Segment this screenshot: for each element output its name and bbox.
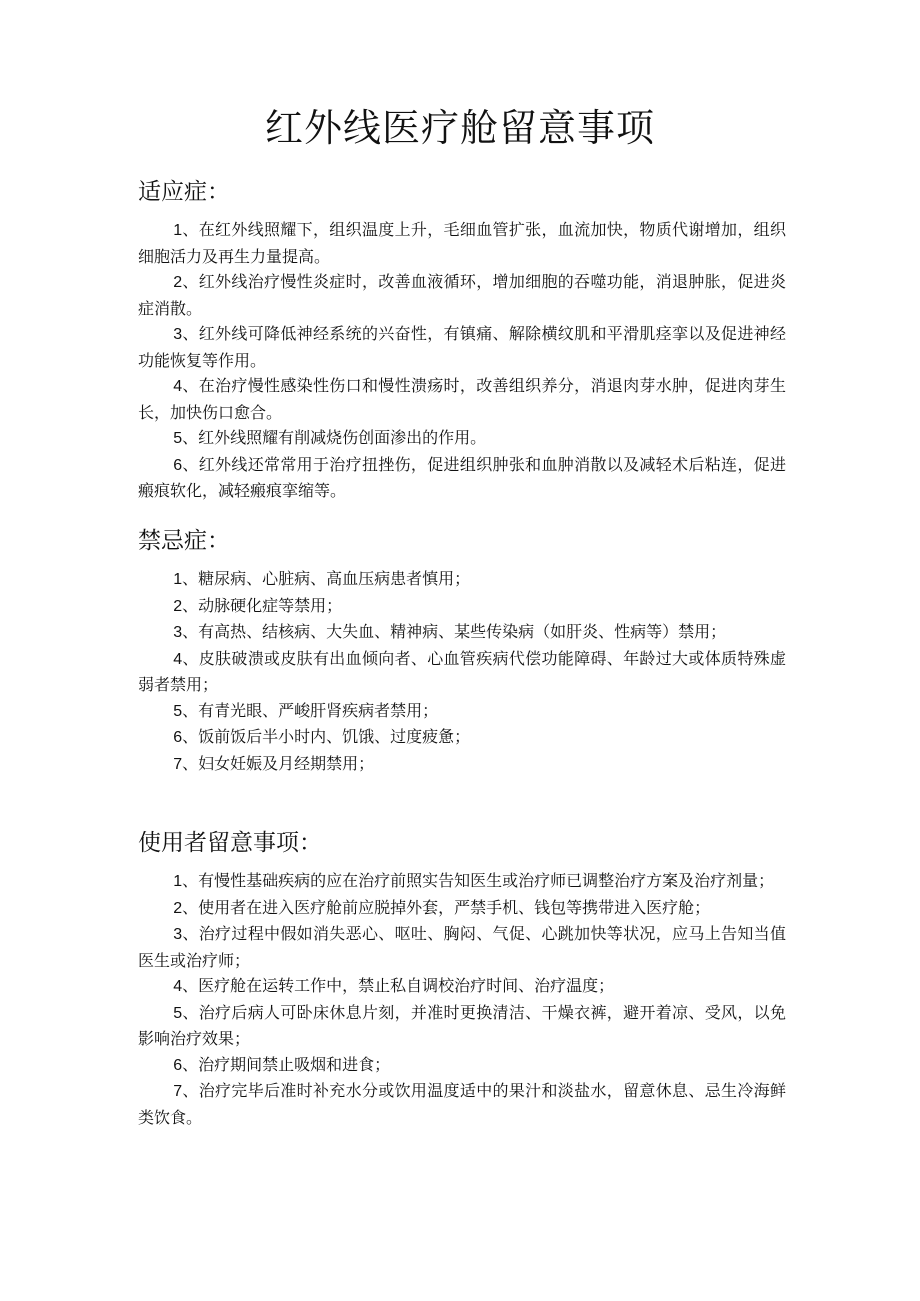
contraindication-item-1: 1、糖尿病、心脏病、高血压病患者慎用；	[173, 569, 471, 588]
contraindication-item-3: 3、有高热、结核病、大失血、精神病、某些传染病（如肝炎、性病等）禁用；	[173, 622, 727, 641]
contraindication-item-7: 7、妇女妊娠及月经期禁用；	[173, 753, 375, 773]
user-notes-heading: 使用者留意事项：	[138, 830, 322, 856]
indication-item-1: 1、在红外线照耀下，组织温度上升，毛细血管扩张，血流加快，物质代谢增加，组织细胞活力及再生力量提高。	[138, 220, 786, 266]
indication-item-6: 6、红外线还常常用于治疗扭挫伤，促进组织肿张和血肿消散以及减轻术后粘连，促进瘢痕软化，减轻瘢痕挛缩等。	[138, 454, 786, 500]
indication-item-4: 4、在治疗慢性感染性伤口和慢性溃疡时，改善组织养分，消退肉芽水肿，促进肉芽生长，加快伤口愈合。	[138, 376, 786, 422]
contraindications-section	[138, 526, 786, 777]
document-title: 红外线医疗舱留意事项	[264, 106, 655, 150]
indications-heading: 适应症：	[138, 179, 230, 205]
contraindication-item-5: 5、有青光眼、严峻肝肾疾病者禁用；	[173, 700, 439, 720]
user-note-item-7: 7、治疗完毕后准时补充水分或饮用温度适中的果汁和淡盐水，留意休息、忌生冷海鲜类饮食。	[138, 1081, 786, 1127]
contraindications-heading: 禁忌症：	[138, 528, 230, 554]
user-note-item-2: 2、使用者在进入医疗舱前应脱掉外套，严禁手机、钱包等携带进入医疗舱；	[173, 897, 711, 917]
indication-item-5: 5、红外线照耀有削减烧伤创面渗出的作用。	[173, 428, 487, 447]
contraindication-item-2: 2、动脉硬化症等禁用；	[173, 595, 343, 615]
user-notes-section	[138, 828, 786, 1130]
contraindication-item-6: 6、饭前饭后半小时内、饥饿、过度疲惫；	[173, 727, 471, 746]
user-note-item-6: 6、治疗期间禁止吸烟和进食；	[173, 1054, 391, 1074]
user-note-item-3: 3、治疗过程中假如消失恶心、呕吐、胸闷、气促、心跳加快等状况，应马上告知当值医生或治疗师；	[138, 924, 786, 970]
indication-item-3: 3、红外线可降低神经系统的兴奋性，有镇痛、解除横纹肌和平滑肌痉挛以及促进神经功能恢复等作用。	[138, 324, 786, 370]
user-note-item-5: 5、治疗后病人可卧床休息片刻，并准时更换清洁、干燥衣裤，避开着凉、受风，以免影响治疗效果；	[138, 1002, 786, 1048]
indication-item-2: 2、红外线治疗慢性炎症时，改善血液循环，增加细胞的吞噬功能，消退肿胀，促进炎症消散。	[138, 272, 786, 318]
indications-section	[138, 177, 786, 504]
user-note-item-4: 4、医疗舱在运转工作中，禁止私自调校治疗时间、治疗温度；	[173, 976, 615, 995]
user-note-item-1: 1、有慢性基础疾病的应在治疗前照实告知医生或治疗师已调整治疗方案及治疗剂量；	[173, 871, 775, 890]
contraindication-item-4: 4、皮肤破溃或皮肤有出血倾向者、心血管疾病代偿功能障碍、年龄过大或体质特殊虚弱者禁用；	[138, 648, 786, 694]
